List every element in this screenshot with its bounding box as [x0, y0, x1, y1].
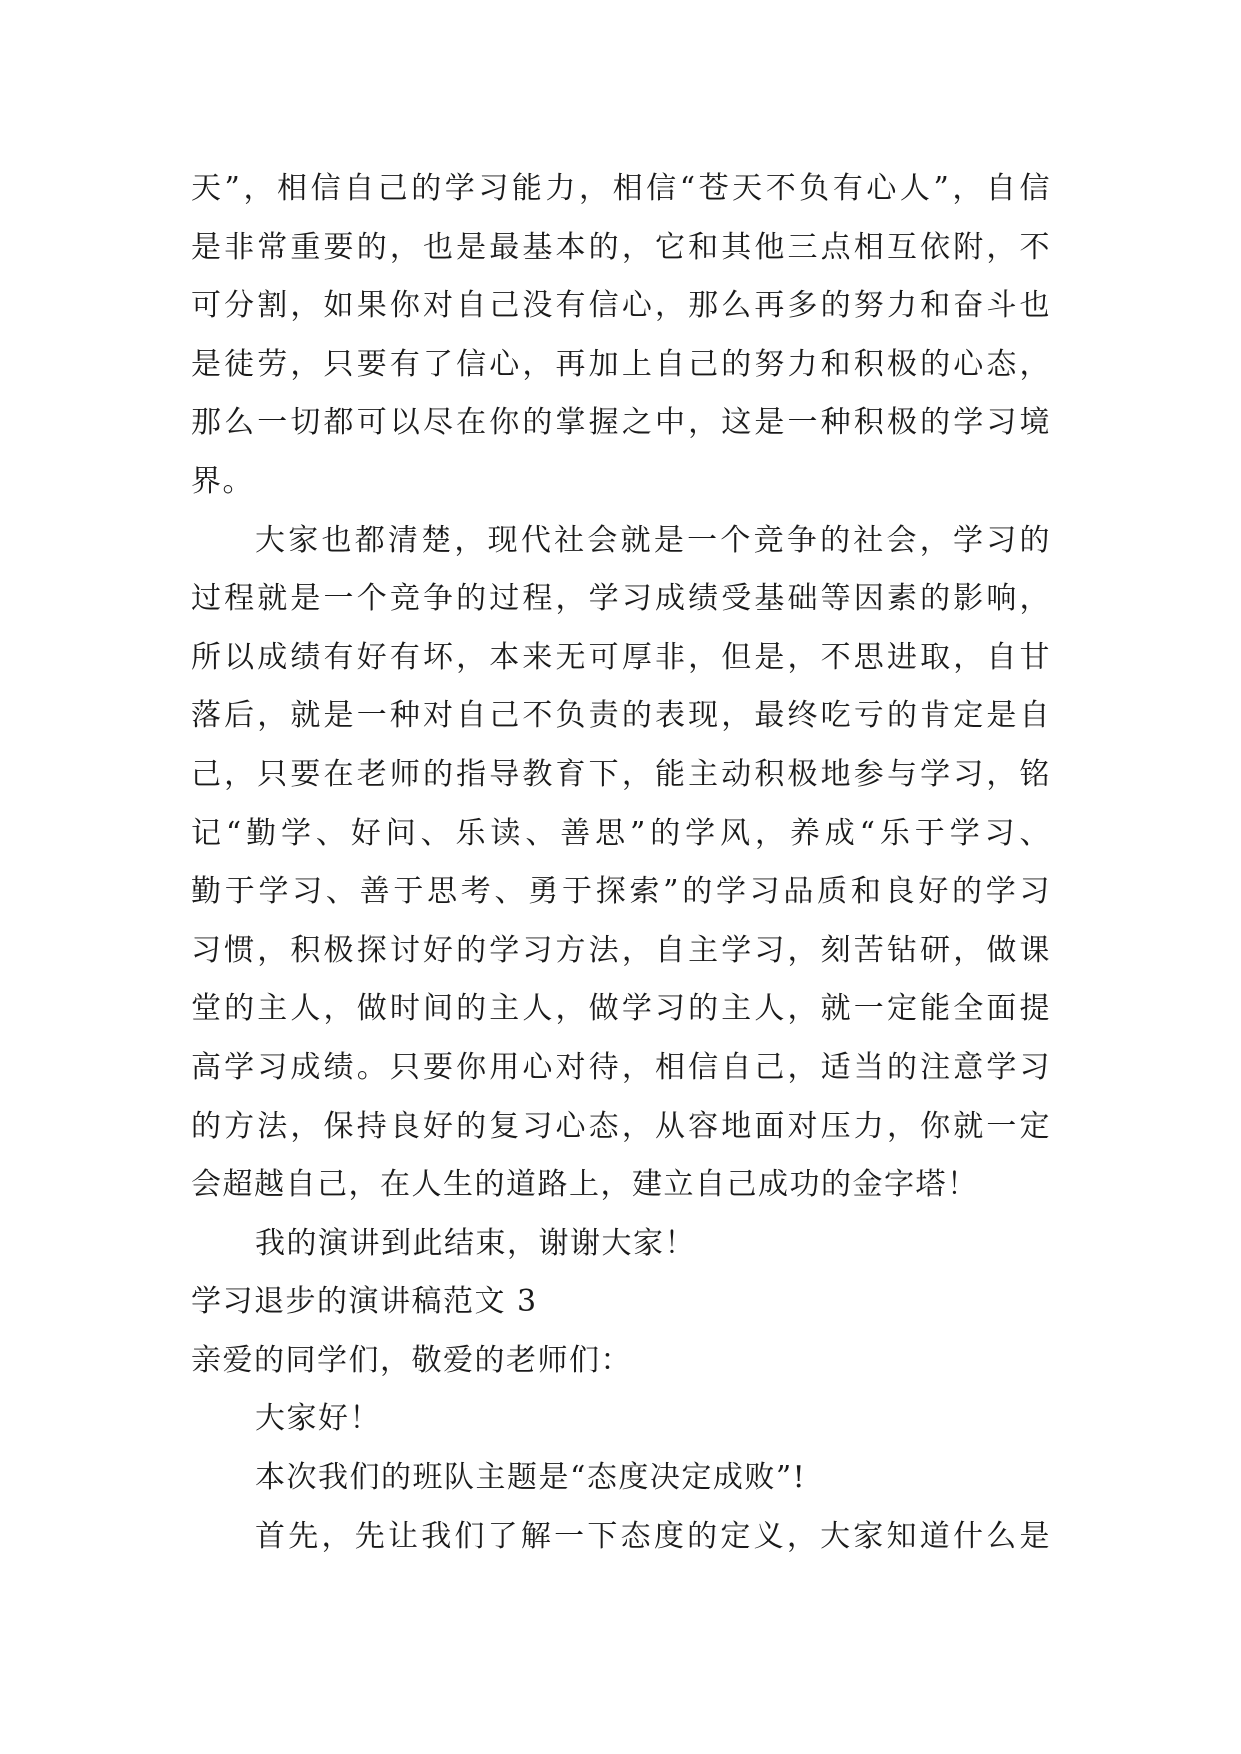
- text-line: 可分割，如果你对自己没有信心，那么再多的努力和奋斗也: [191, 288, 1051, 324]
- section-title: 学习退步的演讲稿范文 3: [191, 1284, 538, 1320]
- paragraph-2: [191, 512, 1051, 1215]
- text-line: 是非常重要的，也是最基本的，它和其他三点相互依附，不: [191, 229, 1051, 265]
- text-line: 习惯，积极探讨好的学习方法，自主学习，刻苦钻研，做课: [191, 932, 1051, 968]
- document-body: [191, 160, 1051, 1566]
- closing-line: 我的演讲到此结束，谢谢大家！: [255, 1225, 696, 1261]
- text-line: 天”，相信自己的学习能力，相信“苍天不负有心人”，自信: [191, 171, 1051, 206]
- text-line: 会超越自己，在人生的道路上，建立自己成功的金字塔！: [191, 1167, 979, 1203]
- text-line: 记“勤学、好问、乐读、善思”的学风，养成“乐于学习、: [191, 815, 1051, 851]
- text-line: 堂的主人，做时间的主人，做学习的主人，就一定能全面提: [191, 991, 1051, 1027]
- text-line: 首先，先让我们了解一下态度的定义，大家知道什么是: [255, 1518, 1051, 1554]
- text-line: 是徒劳，只要有了信心，再加上自己的努力和积极的心态，: [191, 346, 1051, 382]
- text-line: 大家也都清楚，现代社会就是一个竞争的社会，学习的: [255, 522, 1051, 558]
- paragraph-1: [191, 160, 1051, 512]
- theme-line: 本次我们的班队主题是“态度决定成败”!: [255, 1460, 807, 1496]
- text-line: 的方法，保持良好的复习心态，从容地面对压力，你就一定: [191, 1108, 1051, 1144]
- text-line: 过程就是一个竞争的过程，学习成绩受基础等因素的影响，: [191, 581, 1051, 617]
- text-line: 所以成绩有好有坏，本来无可厚非，但是，不思进取，自甘: [191, 639, 1051, 675]
- text-line: 界。: [191, 463, 254, 499]
- salutation: 亲爱的同学们，敬爱的老师们：: [191, 1342, 632, 1378]
- text-line: 高学习成绩。只要你用心对待，相信自己，适当的注意学习: [191, 1049, 1051, 1085]
- text-line: 落后，就是一种对自己不负责的表现，最终吃亏的肯定是自: [191, 698, 1051, 734]
- text-line: 勤于学习、善于思考、勇于探索”的学习品质和良好的学习: [191, 874, 1051, 910]
- greeting: 大家好！: [255, 1401, 381, 1437]
- text-line: 己，只要在老师的指导教育下，能主动积极地参与学习，铭: [191, 756, 1051, 792]
- text-line: 那么一切都可以尽在你的掌握之中，这是一种积极的学习境: [191, 405, 1051, 441]
